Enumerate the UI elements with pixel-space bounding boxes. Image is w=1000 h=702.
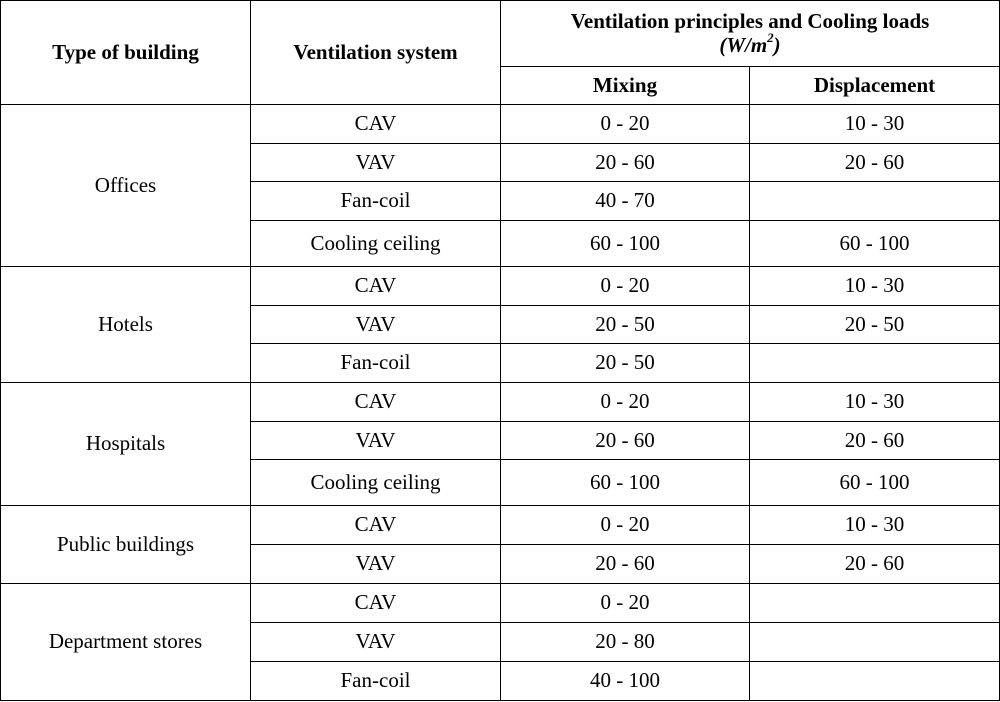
cell-system: Fan-coil bbox=[251, 344, 501, 383]
cell-mixing: 40 - 70 bbox=[501, 182, 750, 221]
cell-building-type: Hotels bbox=[1, 267, 251, 383]
cell-displacement bbox=[750, 182, 1000, 221]
cell-system: CAV bbox=[251, 105, 501, 144]
cell-mixing: 20 - 80 bbox=[501, 623, 750, 662]
table-row bbox=[1, 506, 1000, 545]
cell-displacement: 10 - 30 bbox=[750, 267, 1000, 306]
header-mixing: Mixing bbox=[501, 67, 750, 105]
cell-mixing: 20 - 60 bbox=[501, 422, 750, 460]
cell-building-type: Hospitals bbox=[1, 383, 251, 506]
cell-mixing: 0 - 20 bbox=[501, 584, 750, 623]
cell-mixing: 20 - 60 bbox=[501, 545, 750, 584]
header-ventilation-system: Ventilation system bbox=[251, 1, 501, 105]
cell-system: Fan-coil bbox=[251, 182, 501, 221]
header-displacement: Displacement bbox=[750, 67, 1000, 105]
cell-mixing: 20 - 60 bbox=[501, 144, 750, 182]
header-unit bbox=[501, 30, 999, 57]
cell-displacement bbox=[750, 662, 1000, 701]
cell-building-type: Department stores bbox=[1, 584, 251, 701]
cell-mixing: 40 - 100 bbox=[501, 662, 750, 701]
cell-mixing: 0 - 20 bbox=[501, 105, 750, 144]
cell-displacement: 60 - 100 bbox=[750, 460, 1000, 506]
cell-mixing: 0 - 20 bbox=[501, 267, 750, 306]
cell-mixing: 0 - 20 bbox=[501, 383, 750, 422]
cell-system: Cooling ceiling bbox=[251, 460, 501, 506]
table-row bbox=[1, 584, 1000, 623]
cell-displacement bbox=[750, 623, 1000, 662]
unit-exponent: 2 bbox=[767, 30, 774, 45]
cell-system: VAV bbox=[251, 422, 501, 460]
unit-prefix: (W/m bbox=[719, 33, 768, 57]
cell-mixing: 0 - 20 bbox=[501, 506, 750, 545]
cell-displacement: 10 - 30 bbox=[750, 506, 1000, 545]
table-row bbox=[1, 105, 1000, 144]
cell-system: Fan-coil bbox=[251, 662, 501, 701]
unit-suffix: ) bbox=[773, 33, 781, 57]
cell-system: CAV bbox=[251, 267, 501, 306]
cell-displacement: 20 - 60 bbox=[750, 144, 1000, 182]
cell-mixing: 20 - 50 bbox=[501, 344, 750, 383]
cell-system: VAV bbox=[251, 306, 501, 344]
cell-displacement: 20 - 60 bbox=[750, 422, 1000, 460]
cell-building-type: Public buildings bbox=[1, 506, 251, 584]
cell-displacement bbox=[750, 584, 1000, 623]
cell-displacement: 10 - 30 bbox=[750, 105, 1000, 144]
cell-system: VAV bbox=[251, 623, 501, 662]
cell-system: Cooling ceiling bbox=[251, 221, 501, 267]
cell-displacement: 20 - 50 bbox=[750, 306, 1000, 344]
cell-mixing: 60 - 100 bbox=[501, 221, 750, 267]
cell-system: CAV bbox=[251, 506, 501, 545]
cell-mixing: 20 - 50 bbox=[501, 306, 750, 344]
cell-displacement: 10 - 30 bbox=[750, 383, 1000, 422]
header-principles bbox=[501, 1, 1000, 67]
table-header bbox=[1, 1, 1000, 105]
table-row bbox=[1, 383, 1000, 422]
cell-system: CAV bbox=[251, 383, 501, 422]
cell-building-type: Offices bbox=[1, 105, 251, 267]
table-row bbox=[1, 267, 1000, 306]
cell-system: CAV bbox=[251, 584, 501, 623]
cell-system: VAV bbox=[251, 144, 501, 182]
cell-mixing: 60 - 100 bbox=[501, 460, 750, 506]
header-principles-title: Ventilation principles and Cooling loads bbox=[570, 8, 930, 33]
header-type-of-building: Type of building bbox=[1, 1, 251, 105]
cell-system: VAV bbox=[251, 545, 501, 584]
table-body bbox=[1, 105, 1000, 701]
cell-displacement: 60 - 100 bbox=[750, 221, 1000, 267]
cell-displacement bbox=[750, 344, 1000, 383]
cell-displacement: 20 - 60 bbox=[750, 545, 1000, 584]
